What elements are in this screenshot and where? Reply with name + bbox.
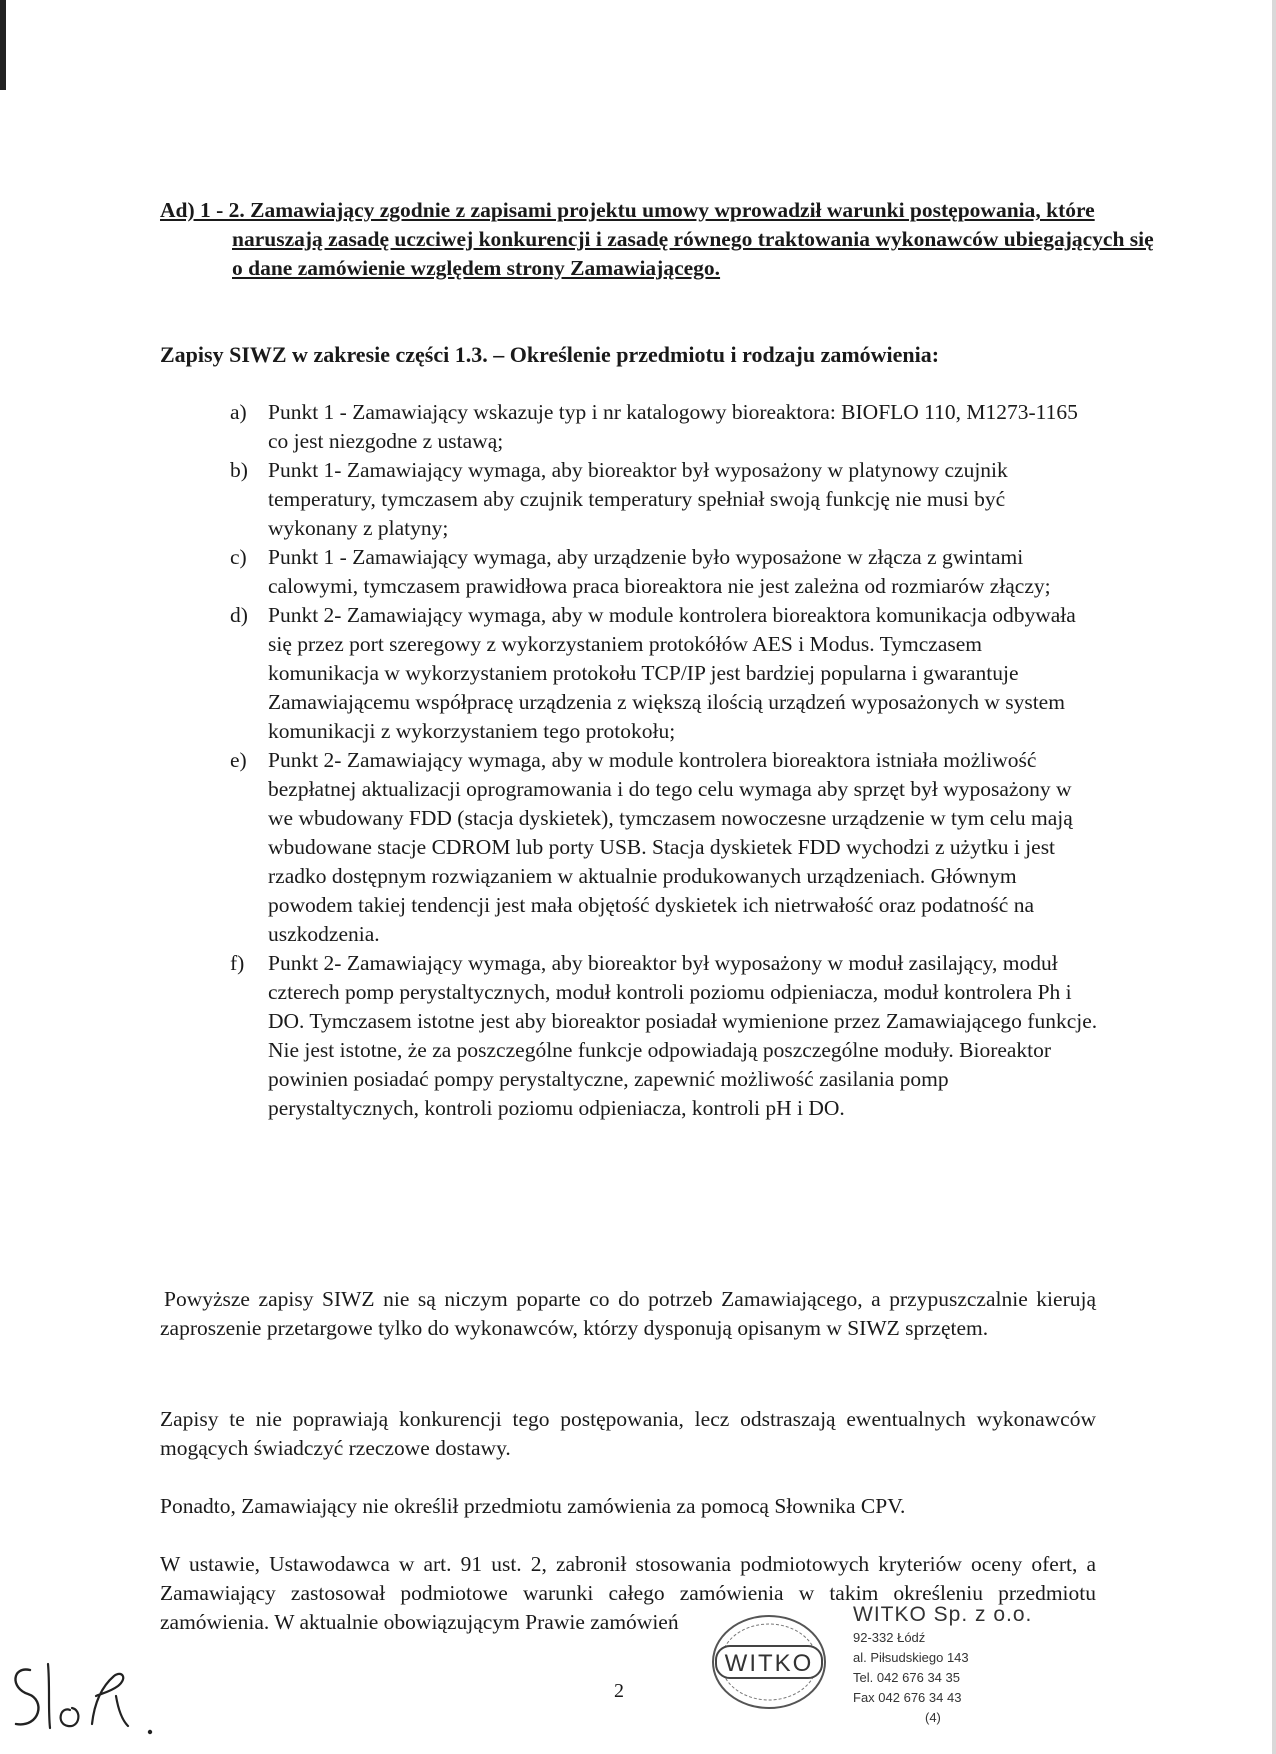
- list-marker: c): [230, 545, 247, 569]
- list-marker: b): [230, 458, 248, 482]
- body-paragraph: Zapisy te nie poprawiają konkurencji tego postępowania, lecz odstraszają ewentualnych wykonawców mogących świadczyć rzeczowe dostawy.: [160, 1406, 1096, 1460]
- list-item-text: Punkt 1 - Zamawiający wymaga, aby urządzenie było wyposażone w złącza z gwintami calowymi, tymczasem prawidłowa praca bioreaktora nie jest zależna od rozmiarów złączy;: [268, 545, 1051, 598]
- list-marker: d): [230, 603, 248, 627]
- list-item: [228, 949, 1098, 1123]
- page-number: 2: [614, 1680, 624, 1702]
- list-item-text: Punkt 2- Zamawiający wymaga, aby w module kontrolera bioreaktora istniała możliwość bezpłatnej aktualizacji oprogramowania i do tego celu wymaga aby sprzęt był wyposażony w we wbudowany FDD (stacja dyskietek), tymczasem nowoczesne urządzenie w tym celu mają wbudowane stacje CDROM lub porty USB. Stacja dyskietek FDD wychodzi z użytku i jest rzadko dostępnym rozwiązaniem w aktualnie produkowanych urządzeniach. Głównym powodem takiej tendencji jest mała objętość dyskietek ich nietrwałość oraz podatność na uszkodzenia.: [268, 748, 1073, 946]
- list-item-text: Punkt 1 - Zamawiający wskazuje typ i nr katalogowy bioreaktora: BIOFLO 110, M1273-1165 co jest niezgodne z ustawą;: [268, 400, 1078, 453]
- stamp-code: (4): [925, 1710, 941, 1725]
- body-paragraph: W ustawie, Ustawodawca w art. 91 ust. 2, zabronił stosowania podmiotowych kryteriów oceny ofert, a Zamawiający zastosował podmiotowe warunki całego zamówienia w takim określeniu przedmiotu zamówienia. W aktualnie obowiązującym Prawie zamówień: [160, 1551, 1096, 1634]
- section-subtitle: Zapisy SIWZ w zakresie części 1.3. – Określenie przedmiotu i rodzaju zamówienia:: [160, 342, 940, 367]
- body-paragraph: Ponadto, Zamawiający nie określił przedmiotu zamówienia za pomocą Słownika CPV.: [160, 1493, 906, 1518]
- objection-list: [228, 398, 1098, 1123]
- list-item-text: Punkt 2- Zamawiający wymaga, aby bioreaktor był wyposażony w moduł zasilający, moduł czterech pomp perystaltycznych, moduł kontroli poziomu odpieniacza, moduł kontrolera Ph i DO. Tymczasem istotne jest aby bioreaktor posiadał wymienione przez Zamawiającego funkcje. Nie jest istotne, że za poszczególne funkcje odpowiadają poszczególne moduły. Bioreaktor powinien posiadać pompy perystaltyczne, zapewnić możliwość zasilania pomp perystaltycznych, kontroli poziomu odpieniacza, kontroli pH i DO.: [268, 951, 1098, 1120]
- list-item: [228, 601, 1098, 746]
- section-heading: Ad) 1 - 2. Zamawiający zgodnie z zapisami projektu umowy wprowadził warunki postępowania, które naruszają zasadę uczciwej konkurencji i zasadę równego traktowania wykonawców ubiegających się o dane zamówienie względem strony Zamawiającego.: [160, 198, 1154, 280]
- stamp-street: al. Piłsudskiego 143: [853, 1650, 969, 1665]
- stamp-postal: 92-332 Łódź: [853, 1630, 926, 1645]
- company-seal-icon: [708, 1610, 830, 1714]
- list-marker: f): [230, 951, 245, 975]
- list-marker: e): [230, 748, 247, 772]
- handwritten-signature-icon: [4, 1636, 164, 1746]
- list-item: [228, 456, 1098, 543]
- company-stamp: [853, 1602, 1053, 1728]
- list-item: [228, 398, 1098, 456]
- stamp-fax: Fax 042 676 34 43: [853, 1690, 962, 1705]
- list-item-text: Punkt 1- Zamawiający wymaga, aby bioreaktor był wyposażony w platynowy czujnik temperatury, tymczasem aby czujnik temperatury spełniał swoją funkcję nie musi być wykonany z platyny;: [268, 458, 1008, 540]
- list-marker: a): [230, 400, 247, 424]
- list-item: [228, 746, 1098, 949]
- list-item-text: Punkt 2- Zamawiający wymaga, aby w module kontrolera bioreaktora komunikacja odbywała się przez port szeregowy z wykorzystaniem protokółów AES i Modus. Tymczasem komunikacja w wykorzystaniem protokołu TCP/IP jest bardziej popularna i gwarantuje Zamawiającemu współpracę urządzenia z większą ilością urządzeń wyposażonych w system komunikacji z wykorzystaniem tego protokołu;: [268, 603, 1076, 743]
- seal-text: WITKO: [724, 1650, 814, 1677]
- stamp-company-name: WITKO Sp. z o.o.: [853, 1603, 1033, 1626]
- stamp-tel: Tel. 042 676 34 35: [853, 1670, 960, 1685]
- body-paragraph: Powyższe zapisy SIWZ nie są niczym poparte co do potrzeb Zamawiającego, a przypuszczalnie kierują zaproszenie przetargowe tylko do wykonawców, którzy dysponują opisanym w SIWZ sprzętem.: [160, 1286, 1096, 1340]
- list-item: [228, 543, 1098, 601]
